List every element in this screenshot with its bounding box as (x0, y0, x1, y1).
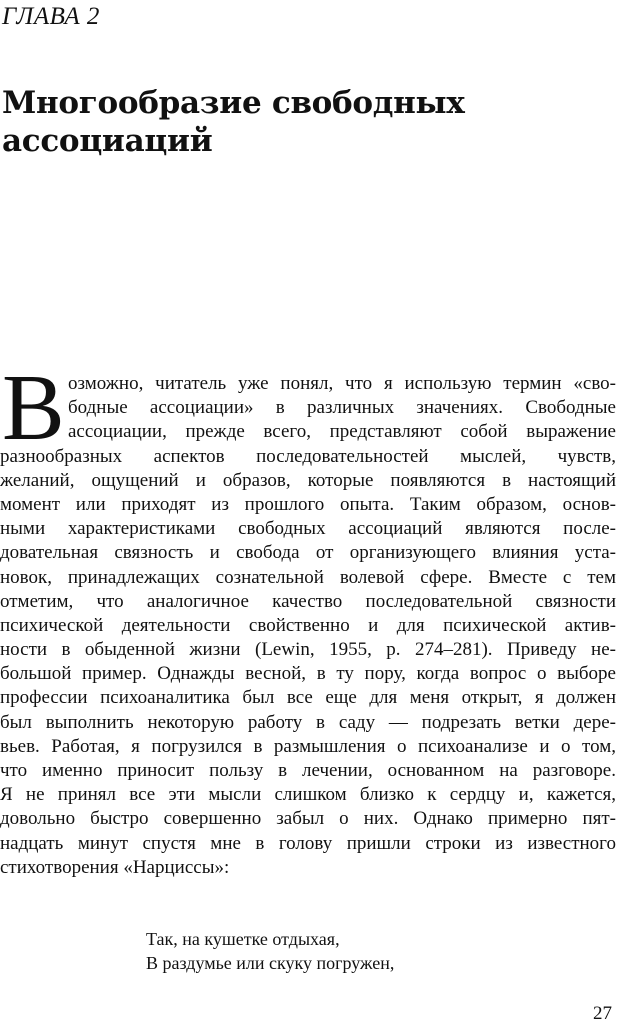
body-line: разнообразных аспектов последовательностей мыслей, чувств, (0, 445, 616, 467)
body-line: что именно приносит пользу в лечении, основанном на разговоре. (0, 760, 616, 781)
body-line: был выполнить некоторую работу в саду — подрезать ветки дере- (0, 711, 616, 733)
body-line: довольно быстро совершенно забыл о них. Однако примерно пят- (0, 808, 616, 830)
verse-quote (146, 927, 394, 975)
body-line: довательная связность и свобода от организующего влияния уста- (0, 542, 616, 564)
body-line: вьев. Работая, я погрузился в размышления о психоанализе и о том, (0, 735, 616, 757)
body-line: Я не принял все эти мысли слишком близко к сердцу и, кажется, (0, 784, 616, 806)
body-line: стихотворения «Нарциссы»: (0, 856, 230, 878)
body-line: надцать минут спустя мне в голову пришли строки из известного (0, 832, 616, 854)
body-line: новок, принадлежащих сознательной волевой сфере. Вместе с тем (0, 566, 616, 588)
body-line: ности в обыденной жизни (Lewin, 1955, p. 274–281). Приведу не- (0, 639, 616, 661)
body-line: момент или приходят из прошлого опыта. Таким образом, основ- (0, 493, 616, 515)
body-line: ными характеристиками свободных ассоциаций являются после- (0, 518, 616, 540)
chapter-title-line: Многообразие свободных (2, 85, 465, 121)
body-line: профессии психоаналитика был все еще для меня открыт, я должен (0, 687, 616, 709)
body-line: психической деятельности свойственно и для психической актив- (0, 614, 616, 636)
body-line: желаний, ощущений и образов, которые появляются в настоящий (0, 469, 616, 491)
body-line: озможно, читатель уже понял, что я использую термин «сво- (68, 373, 616, 394)
drop-cap: В (2, 356, 65, 460)
verse-line: В раздумье или скуку погружен, (146, 953, 395, 973)
body-line: ассоциации, прежде всего, представляют собой выражение (68, 421, 616, 443)
body-line: отметим, что аналогичное качество последовательной связности (0, 590, 616, 612)
body-text (0, 356, 616, 880)
chapter-title (2, 84, 602, 160)
chapter-label: ГЛАВА 2 (2, 3, 100, 30)
body-line: большой пример. Однажды весной, в ту пору, когда вопрос о выборе (0, 663, 616, 685)
body-line: бодные ассоциации» в различных значениях. Свободные (68, 397, 616, 419)
chapter-title-line: ассоциаций (2, 123, 213, 159)
verse-line: Так, на кушетке отдыхая, (146, 929, 340, 949)
page-number: 27 (593, 1003, 612, 1024)
